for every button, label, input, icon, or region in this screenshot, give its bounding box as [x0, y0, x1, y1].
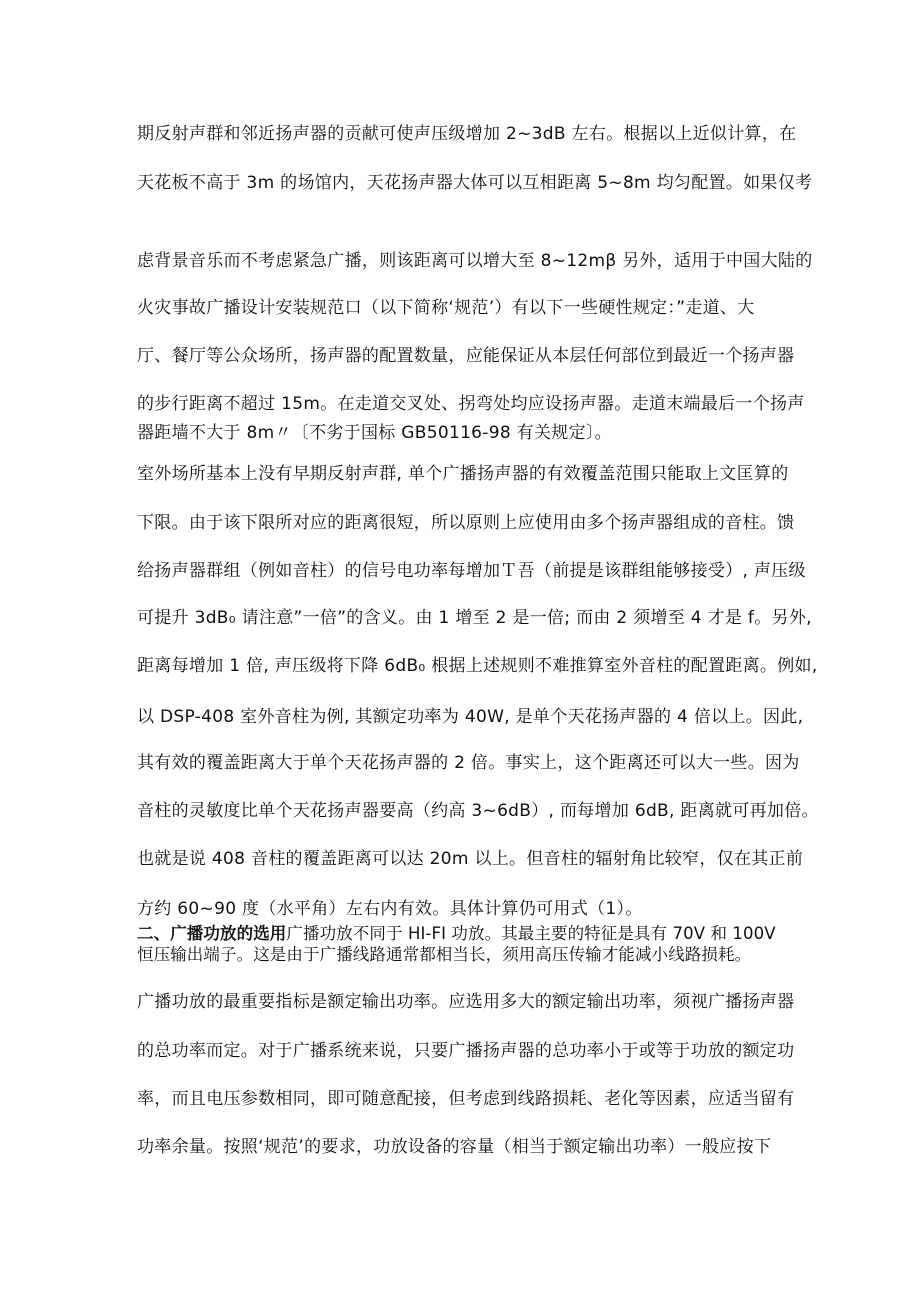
text-line: 虑背景音乐而不考虑紧急广播，则该距离可以增大至 8~12mβ 另外，适用于中国大陆的: [137, 251, 813, 271]
text-line: 厅、餐厅等公众场所，扬声器的配置数量，应能保证从本层任何部位到最近一个扬声器: [137, 346, 795, 366]
text-line: 火灾事故广播设计安装规范口（以下简称‘规范’）有以下一些硬性规定：”走道、大: [137, 298, 755, 318]
text-line: 器距墙不大于 8m〃〔不劣于国标 GB50116-98 有关规定〕。: [137, 423, 612, 443]
text-line: 也就是说 408 音柱的覆盖距离可以达 20m 以上。但音柱的辐射角比较窄，仅在其正前: [137, 849, 804, 869]
text-line: 室外场所基本上没有早期反射声群, 单个广播扬声器的有效覆盖范围只能取上文匡算的: [137, 464, 789, 484]
text-line: 音柱的灵敏度比单个天花扬声器要高（约高 3~6dB）, 而每增加 6dB, 距离就可再加倍。: [137, 801, 819, 821]
text-line: 距离每增加 1 倍, 声压级将下降 6dB₀ 根据上述规则不难推算室外音柱的配置距离。例如,: [137, 656, 818, 676]
text-line: 其有效的覆盖距离大于单个天花扬声器的 2 倍。事实上，这个距离还可以大一些。因为: [137, 753, 800, 773]
section-heading-text: 广播功放不同于 HI-FI 功放。其最主要的特征是具有 70V 和 100V: [286, 924, 776, 943]
text-line: 功率余量。按照‘规范’的要求，功放设备的容量（相当于额定输出功率）一般应按下: [137, 1137, 772, 1157]
text-line: 方约 60~90 度（水平角）左右内有效。具体计算仍可用式（1）。: [137, 899, 643, 919]
text-line: 期反射声群和邻近扬声器的贡献可使声压级增加 2~3dB 左右。根据以上近似计算，在: [137, 124, 797, 144]
text-line: 给扬声器群组（例如音柱）的信号电功率每增加Ｔ吾（前提是该群组能够接受）, 声压级: [137, 561, 806, 581]
text-line: 恒压输出端子。这是由于广播线路通常都相当长，须用高压传输才能减小线路损耗。: [137, 945, 752, 964]
section-heading-line: [137, 923, 797, 945]
text-line: 的总功率而定。对于广播系统来说，只要广播扬声器的总功率小于或等于功放的额定功: [137, 1041, 795, 1061]
text-line: 以 DSP-408 室外音柱为例, 其额定功率为 40W, 是单个天花扬声器的 4 倍以上。因此,: [137, 707, 804, 727]
text-line: 下限。由于该下限所对应的距离很短，所以原则上应使用由多个扬声器组成的音柱。馈: [137, 513, 795, 533]
text-line: 广播功放的最重要指标是额定输出功率。应选用多大的额定输出功率，须视广播扬声器: [137, 992, 795, 1012]
text-line: 可提升 3dB₀ 请注意”一倍”的含义。由 1 增至 2 是一倍; 而由 2 须增至 4 才是 f。另外,: [137, 608, 812, 628]
text-line: 的步行距离不超过 15m。在走道交叉处、拐弯处均应设扬声器。走道末端最后一个扬声: [137, 394, 805, 414]
section-heading: 二、广播功放的选用: [137, 924, 287, 943]
text-line: 天花板不高于 3m 的场馆内，天花扬声器大体可以互相距离 5~8m 均匀配置。如果仅考: [137, 173, 813, 193]
text-line: 率，而且电压参数相同，即可随意配接，但考虑到线路损耗、老化等因素，应适当留有: [137, 1089, 795, 1109]
